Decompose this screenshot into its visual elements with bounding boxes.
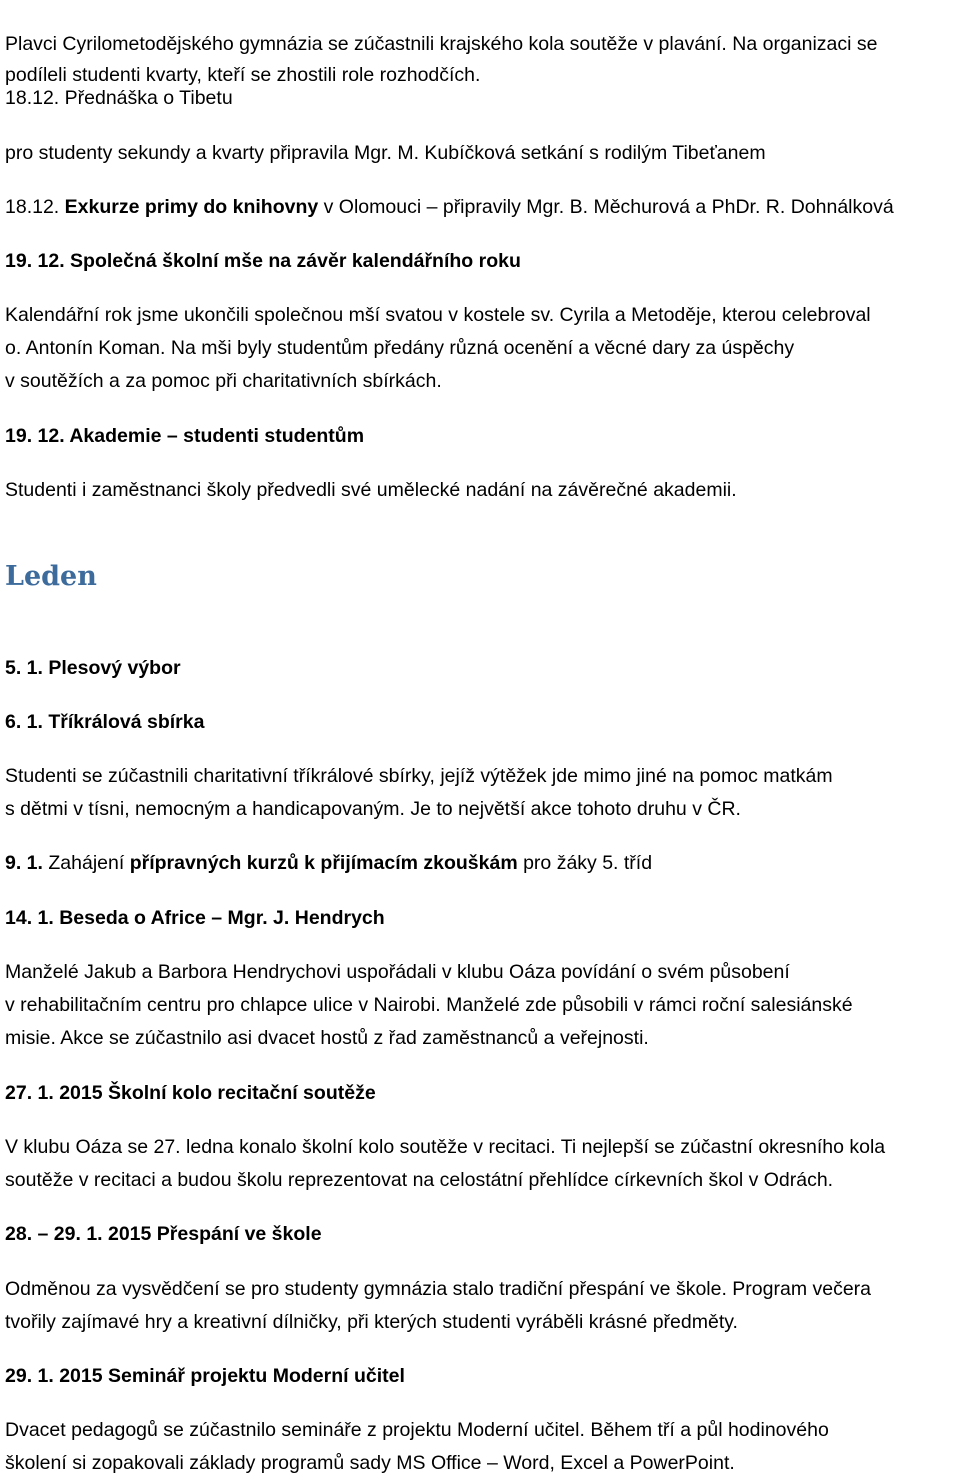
event-detail: v Olomouci – připravily Mgr. B. Měchurová a PhDr. R. Dohnálková <box>318 196 894 218</box>
event-date: 18.12. <box>5 196 60 218</box>
month-heading: Leden <box>5 561 97 592</box>
paragraph-line: Dvacet pedagogů se zúčastnilo semináře z projektu Moderní učitel. Během tří a půl hodinového <box>5 1419 829 1441</box>
paragraph-line: Plavci Cyrilometodějského gymnázia se zúčastnili krajského kola soutěže v plavání. Na organizaci se <box>5 33 878 55</box>
event-heading: 18.12. Přednáška o Tibetu <box>5 87 233 109</box>
event-detail: pro žáky 5. tříd <box>517 852 653 874</box>
paragraph-line: Odměnou za vysvědčení se pro studenty gymnázia stalo tradiční přespání ve škole. Program večera <box>5 1278 872 1300</box>
paragraph-line: Manželé Jakub a Barbora Hendrychovi uspořádali v klubu Oáza povídání o svém působení <box>5 961 790 983</box>
event-heading: 19. 12. Akademie – studenti studentům <box>5 425 365 447</box>
paragraph-line: podíleli studenti kvarty, kteří se zhostili role rozhodčích. <box>5 64 481 86</box>
event-heading: 29. 1. 2015 Seminář projektu Moderní učitel <box>5 1365 405 1387</box>
paragraph-line: v rehabilitačním centru pro chlapce ulice v Nairobi. Manželé zde působili v rámci roční salesiánské <box>5 994 853 1016</box>
paragraph-line: tvořily zajímavé hry a kreativní dílničky, při kterých studenti vyráběli krásné předměty. <box>5 1311 738 1333</box>
event-line <box>5 851 652 875</box>
paragraph-line: školení si zopakovali základy programů sady MS Office – Word, Excel a PowerPoint. <box>5 1452 735 1474</box>
paragraph-line: s dětmi v tísni, nemocným a handicapovaným. Je to největší akce tohoto druhu v ČR. <box>5 798 741 820</box>
paragraph-line: Studenti i zaměstnanci školy předvedli své umělecké nadání na závěrečné akademii. <box>5 479 737 501</box>
paragraph-line: o. Antonín Koman. Na mši byly studentům předány různá ocenění a věcné dary za úspěchy <box>5 337 795 359</box>
event-heading: 19. 12. Společná školní mše na závěr kalendářního roku <box>5 250 521 272</box>
event-title: Exkurze primy do knihovny <box>64 196 319 218</box>
paragraph-line: v soutěžích a za pomoc při charitativních sbírkách. <box>5 370 442 392</box>
paragraph-line: pro studenty sekundy a kvarty připravila Mgr. M. Kubíčková setkání s rodilým Tibeťanem <box>5 142 766 164</box>
event-heading: 6. 1. Tříkrálová sbírka <box>5 711 205 733</box>
event-title: přípravných kurzů k přijímacím zkouškám <box>129 852 518 874</box>
paragraph-line: soutěže v recitaci a budou školu reprezentovat na celostátní přehlídce církevních škol v Odrách. <box>5 1169 834 1191</box>
event-heading: 14. 1. Beseda o Africe – Mgr. J. Hendrych <box>5 907 385 929</box>
event-heading: 27. 1. 2015 Školní kolo recitační soutěže <box>5 1082 376 1104</box>
paragraph-line: Studenti se zúčastnili charitativní tříkrálové sbírky, jejíž výtěžek jde mimo jiné na pomoc matkám <box>5 765 833 787</box>
event-heading: 28. – 29. 1. 2015 Přespání ve škole <box>5 1223 322 1245</box>
paragraph-line: V klubu Oáza se 27. ledna konalo školní kolo soutěže v recitaci. Ti nejlepší se zúčastní okresního kola <box>5 1136 886 1158</box>
event-heading: 5. 1. Plesový výbor <box>5 657 181 679</box>
paragraph-line: Kalendářní rok jsme ukončili společnou mší svatou v kostele sv. Cyrila a Metoděje, kterou celebroval <box>5 304 871 326</box>
event-line <box>5 195 894 219</box>
paragraph-line: misie. Akce se zúčastnilo asi dvacet hostů z řad zaměstnanců a veřejnosti. <box>5 1027 649 1049</box>
event-date: 9. 1. <box>5 852 43 874</box>
event-text: Zahájení <box>42 852 130 874</box>
